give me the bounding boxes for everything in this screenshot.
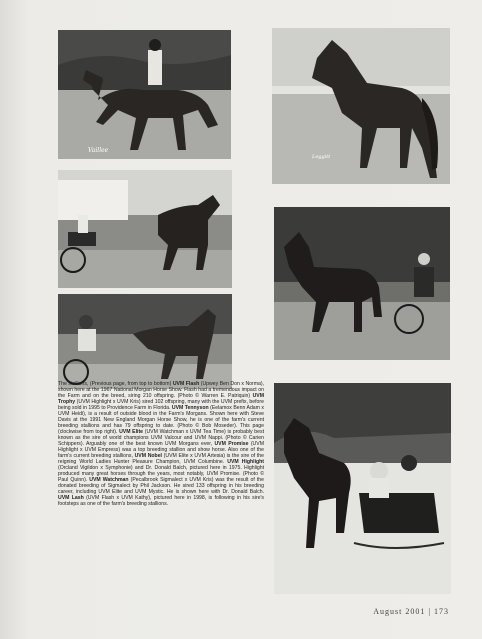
photographer-signature: Leggitt — [312, 154, 331, 160]
horse-name: UVM Flash — [172, 381, 200, 387]
caption-text: (Eelamox Benn Adam x UVM Heidi), is a result of outside blood in the Farm's Morgans. Shown here with Steve Davis at the 1991 New England Morgan Horse Show, he is one of the farm's current breeding stallions and has 79 offspring to date. (Photo © Bob Moseder). This page (clockwise from top right). — [58, 405, 264, 435]
photo-uvm-tennyson — [58, 170, 232, 288]
horse-name: UVM Nobel — [134, 453, 162, 459]
issue-date: August 2001 — [373, 607, 426, 616]
photo-uvm-flash — [58, 30, 231, 159]
horse-name: UVM Highlight — [227, 459, 265, 465]
page-number: 173 — [434, 607, 449, 616]
caption-text: (Upwey Ben Don x Norma), shown here at the 1967 National Morgan Horse Show. Flash had a tremendous impact on the Farm and on the breed, siring 210 offspring. (Photo © Warren E. Patriquin) — [58, 381, 265, 399]
photo-uvm-nobel — [274, 383, 451, 594]
horse-name: UVM Elite — [119, 429, 144, 435]
horse-name: UVM Promise — [214, 441, 249, 447]
horse-name: UVM Trophy — [58, 393, 264, 405]
caption-text: (UVM Elite x UVM Artesia) is the sire of the reigning World Ladies Hunter Pleasure Champion, UVM Columbine. — [58, 453, 264, 465]
page-footer — [373, 607, 449, 616]
horse-name: UVM Watchman — [89, 477, 129, 483]
caption-text: (UVM Highlight x UVM Kris) sired 102 offspring, many with the UVM prefix, before being sold in 1995 to Providence Farm in Florida. — [58, 399, 264, 411]
horse-name: UVM Lash — [58, 495, 84, 501]
footer-separator: | — [428, 607, 431, 616]
photo-uvm-elite — [274, 207, 450, 360]
horse-name: UVM Tennyson — [171, 405, 209, 411]
photographer-signature: Vaillee — [88, 147, 109, 154]
photo-uvm-highlight — [58, 294, 232, 389]
photo-uvm-trophy — [272, 28, 450, 184]
caption-text: The stallions, (Previous page, from top to bottom) — [58, 381, 173, 387]
photo-caption — [58, 381, 264, 507]
caption-text: (UVM Flash x UVM Kathy), pictured here in 1998, is following in his sire's footsteps as one of the farm's breeding stallions. — [58, 495, 264, 507]
caption-text: (UVM Highlight x UVM Empress) was a top breeding stallion and show horse. Also one of the farm's current breeding stallions, — [58, 441, 264, 459]
caption-text: (Pecalbrook Sigmalect x UVM Kris) was the result of the donated breeding of Sigmalect by Phil Jackson. He sired 133 offspring in his breeding career, including UVM Elite and UVM Mystic. He is shown here with Dr. Donald Balch. — [58, 477, 264, 495]
caption-text: (Orcland Vigildon x Symphonie) and Dr. Donald Balch, pictured here in 1975. Highlight produced many great horses through the years, most notably, UVM Promise. (Photo © Paul Quinn). — [58, 465, 264, 483]
caption-text: (UVM Watchman x UVM Tea Time) is probably best known as the sire of world champions UVM Valcour and UVM Nappi. (Photo © Carien Schippers). Arguably one of the best known UVM Morgans ever, — [58, 429, 264, 447]
